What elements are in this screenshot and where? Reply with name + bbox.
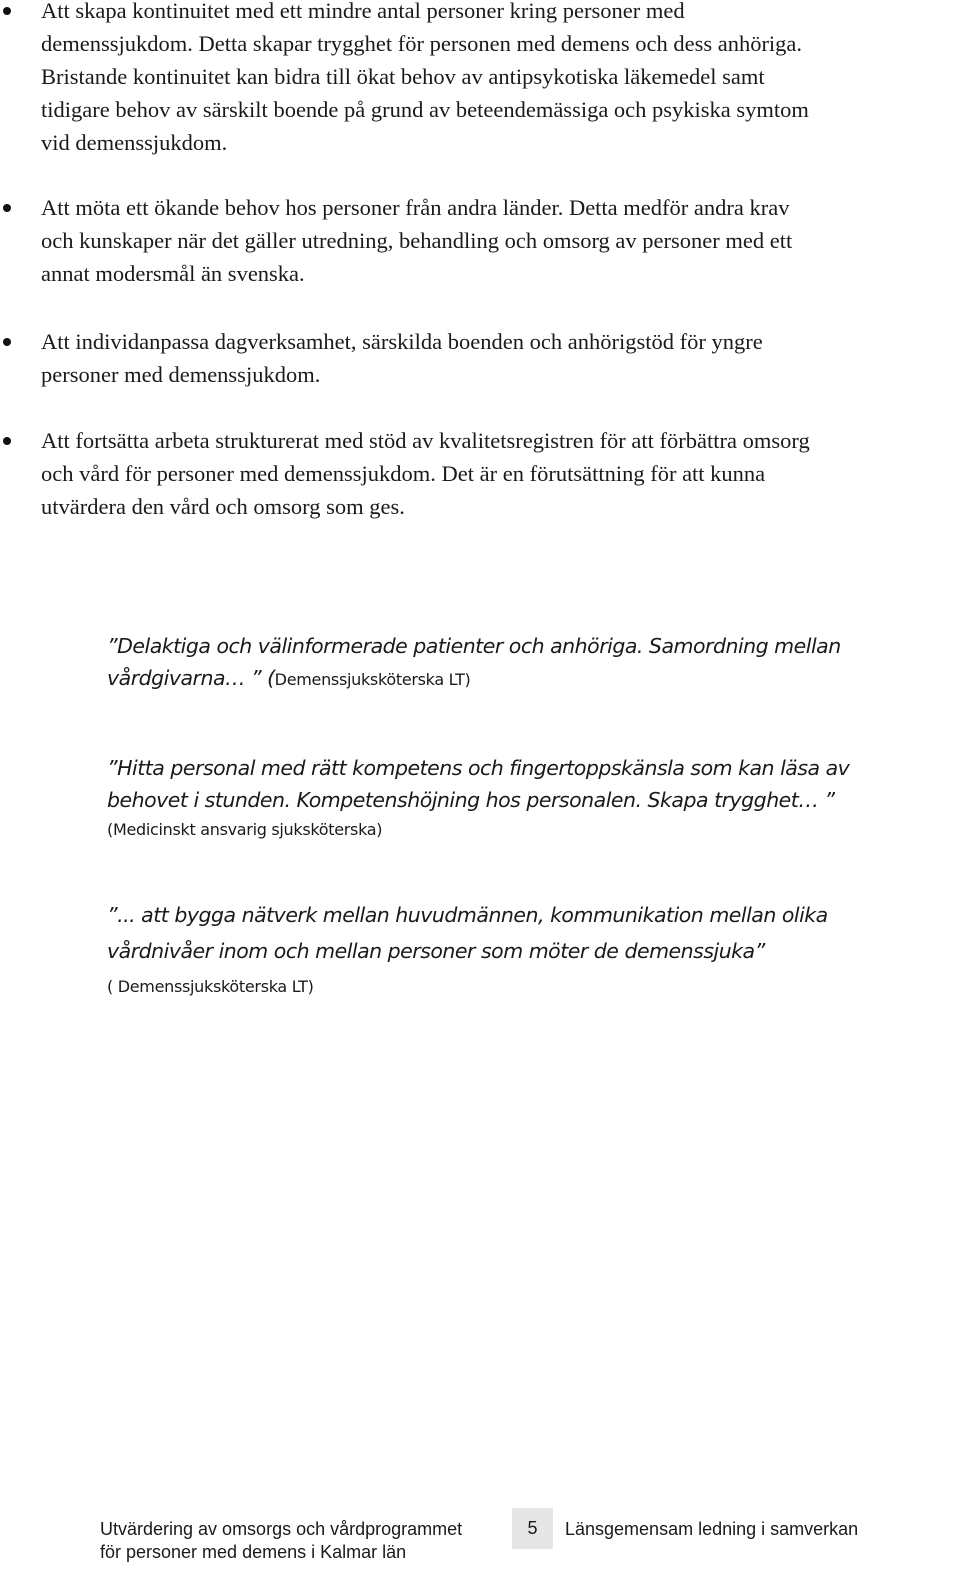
quote-line: ”Delaktiga och välinformerade patienter och anhöriga. Samordning mellan [107,634,841,658]
bullet-line: personer med demenssjukdom. [41,362,321,387]
quote-source: (Medicinskt ansvarig sjuksköterska) [107,820,383,839]
bullet-line: Att möta ett ökande behov hos personer från andra länder. Detta medför andra krav [41,195,790,220]
footer-document-title [100,1518,462,1564]
bullet-line: Bristande kontinuitet kan bidra till ökat behov av antipsykotiska läkemedel samt [41,64,765,89]
bullet-line: utvärdera den vård och omsorg som ges. [41,494,405,519]
footer-title-line: Utvärdering av omsorgs och vårdprogrammet [100,1519,463,1539]
footer-title-line: för personer med demens i Kalmar län [100,1542,407,1562]
bullet-line: och kunskaper när det gäller utredning, behandling och omsorg av personer med ett [41,228,793,253]
bullet-dot-icon [3,437,11,445]
bullet-line: Att fortsätta arbeta strukturerat med stöd av kvalitetsregistren för att förbättra omsorg [41,428,810,453]
quote-line: ”... att bygga nätverk mellan huvudmännen, kommunikation mellan olika [107,903,828,927]
quote-line: ”Hitta personal med rätt kompetens och fingertoppskänsla som kan läsa av [107,756,850,780]
quote-source: Demenssjuksköterska LT) [274,670,471,689]
bullet-line: Att skapa kontinuitet med ett mindre antal personer kring personer med [41,0,685,23]
bullet-line: annat modersmål än svenska. [41,261,305,286]
bullet-line: och vård för personer med demenssjukdom. Det är en förutsättning för att kunna [41,461,766,486]
bullet-line: Att individanpassa dagverksamhet, särskilda boenden och anhörigstöd för yngre [41,329,763,354]
page-number: 5 [512,1508,553,1549]
bullet-dot-icon [3,7,11,15]
quote-block [107,897,960,1005]
bullet-text [41,424,960,523]
bullet-line: vid demenssjukdom. [41,130,228,155]
bullet-text [41,325,960,391]
page-footer [0,1508,960,1568]
bullet-text [41,191,960,290]
quote-source: ( Demenssjuksköterska LT) [107,977,314,996]
bullet-text [41,0,960,159]
bullet-line: demenssjukdom. Detta skapar trygghet för personen med demens och dess anhöriga. [41,31,803,56]
footer-organization: Länsgemensam ledning i samverkan [565,1519,859,1539]
quote-line: vårdnivåer inom och mellan personer som möter de demenssjuka” [107,939,765,963]
bullet-line: tidigare behov av särskilt boende på grund av beteendemässiga och psykiska symtom [41,97,809,122]
bullet-dot-icon [3,204,11,212]
quote-block [107,752,960,844]
quote-text: vårdgivarna… ” ( [107,666,275,690]
quote-line: behovet i stunden. Kompetenshöjning hos personalen. Skapa trygghet… ” [107,788,835,812]
bullet-dot-icon [3,338,11,346]
quote-line [107,662,960,696]
quote-block [107,630,960,696]
